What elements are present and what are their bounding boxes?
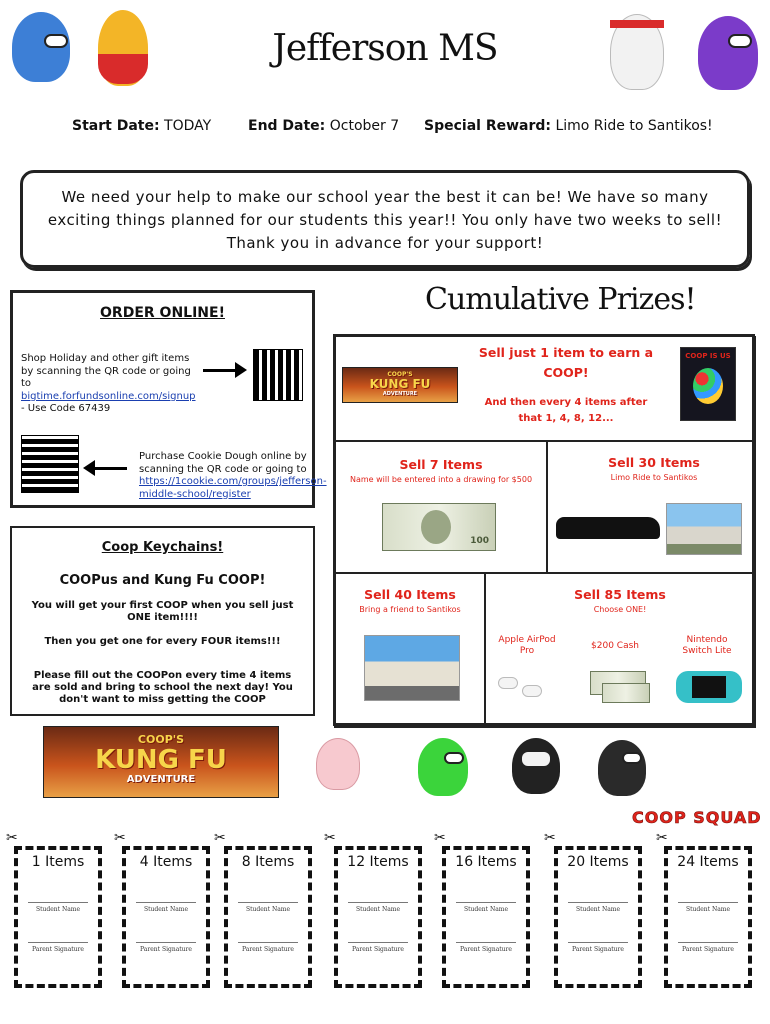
message-box (20, 170, 750, 268)
coupon-slip-7[interactable] (664, 846, 752, 988)
prize-85-heading: Sell 85 Items (574, 587, 666, 602)
prize-7-sub: Name will be entered into a drawing for $500 (349, 475, 533, 484)
nintendo-switch-lite-image (676, 671, 742, 703)
green-coop-mascot-image (418, 738, 468, 796)
prize-30-sub: Limo Ride to Santikos (610, 473, 698, 482)
slip-2-sig-line[interactable] (136, 942, 196, 943)
message-line-1: We need your help to make our school year the best it can be! We have so many (61, 188, 709, 206)
prize-85-sub: Choose ONE! (593, 605, 647, 614)
banner-small-top: COOP'S (387, 371, 413, 378)
cookie-dough-link[interactable]: https://1cookie.com/groups/jefferson-middle-school/register (139, 476, 327, 500)
scissors-icon: ✂ (544, 830, 556, 846)
order-online-box (10, 290, 327, 508)
karate-owl-headband-icon (610, 20, 664, 28)
scissors-icon: ✂ (6, 830, 18, 846)
option-cash-label: $200 Cash (591, 641, 639, 651)
keychains-first-coop: You will get your first COOP when you sell just ONE item!!!! (31, 600, 294, 623)
keychains-title: Coop Keychains! (101, 540, 224, 555)
slip-2-label: 4 Items (139, 854, 193, 870)
coop-keychains-box (10, 526, 315, 716)
page-title: Jefferson MS (272, 28, 498, 69)
hundred-dollar-bill-image: 100 (382, 503, 496, 551)
slip-2-sig-caption: Parent Signature (140, 946, 192, 953)
cookie-dough-instructions: Purchase Cookie Dough online by scanning the QR code or going to (139, 451, 307, 475)
slip-7-name-line[interactable] (678, 902, 738, 903)
slip-1-label: 1 Items (31, 854, 85, 870)
slip-5-name-caption: Student Name (463, 906, 509, 913)
option-airpods-label: Apple AirPod Pro (498, 635, 556, 656)
slip-6-name-line[interactable] (568, 902, 628, 903)
prize-7-heading: Sell 7 Items (399, 457, 483, 472)
black-coop-mascot-image (598, 740, 646, 796)
slip-7-sig-line[interactable] (678, 942, 738, 943)
slip-2-name-caption: Student Name (143, 906, 189, 913)
kung-fu-adventure-banner-small (342, 367, 458, 403)
prize-1-sub: And then every 4 items after that 1, 4, 8, 12... (484, 397, 648, 424)
scissors-icon: ✂ (324, 830, 336, 846)
coupon-slip-3[interactable] (224, 846, 312, 988)
coupon-slip-5[interactable] (442, 846, 530, 988)
coop-is-us-box-image (680, 347, 736, 421)
santikos-theater-image-1 (666, 503, 742, 555)
order-online-title: ORDER ONLINE! (100, 305, 225, 321)
slip-3-sig-caption: Parent Signature (242, 946, 294, 953)
coupon-slip-1[interactable] (14, 846, 102, 988)
slip-5-sig-line[interactable] (456, 942, 516, 943)
message-line-2: exciting things planned for our students this year!! You only have two weeks to sell! (47, 211, 723, 229)
end-date (248, 118, 399, 134)
slip-1-sig-line[interactable] (28, 942, 88, 943)
coop-is-us-label: COOP IS US (685, 352, 731, 360)
option-switch-label: Nintendo Switch Lite (682, 635, 732, 656)
prize-40-heading: Sell 40 Items (364, 587, 456, 602)
slip-7-sig-caption: Parent Signature (682, 946, 734, 953)
cash-bills-image-2 (602, 683, 650, 703)
cookie-dough-text (139, 451, 327, 501)
special-reward (424, 118, 713, 134)
special-reward-label: Special Reward: (424, 118, 551, 134)
special-reward-value: Limo Ride to Santikos! (555, 118, 713, 134)
coupon-slip-2[interactable] (122, 846, 210, 988)
gift-items-link[interactable]: bigtime.forfundsonline.com/signup (21, 390, 196, 402)
slip-4-name-line[interactable] (348, 902, 408, 903)
coop-squad-logo: COOP SQUAD (632, 808, 762, 827)
prize-30-heading: Sell 30 Items (608, 455, 700, 470)
ninja-cat-mascot-image (512, 738, 560, 794)
banner-small-main: KUNG FU (369, 377, 431, 391)
kung-fu-adventure-banner (43, 726, 279, 798)
message-line-3: Thank you in advance for your support! (226, 234, 544, 252)
start-date-value: TODAY (164, 118, 212, 134)
slip-3-label: 8 Items (241, 854, 295, 870)
keychains-coopon-note: Please fill out the COOPon every time 4 items are sold and bring to school the next day! You don't want to miss getting the COOP (32, 670, 293, 705)
slip-5-sig-caption: Parent Signature (460, 946, 512, 953)
start-date-label: Start Date: (72, 118, 160, 134)
slip-6-name-caption: Student Name (575, 906, 621, 913)
santikos-theater-image-2 (364, 635, 460, 701)
banner-small-sub: ADVENTURE (382, 391, 418, 397)
prize-col-divider-1 (546, 440, 548, 574)
start-date (72, 118, 211, 134)
arrow-left-icon (93, 467, 127, 470)
slip-4-label: 12 Items (347, 854, 409, 870)
slip-6-label: 20 Items (567, 854, 629, 870)
prize-40-sub: Bring a friend to Santikos (359, 605, 461, 614)
cumulative-prizes-box (333, 334, 755, 726)
slip-7-label: 24 Items (677, 854, 739, 870)
prize-row-divider-1 (336, 440, 752, 442)
slip-2-name-line[interactable] (136, 902, 196, 903)
slip-3-sig-line[interactable] (238, 942, 298, 943)
slip-5-label: 16 Items (455, 854, 517, 870)
scissors-icon: ✂ (114, 830, 126, 846)
banner-main: KUNG FU (95, 745, 227, 775)
scissors-icon: ✂ (214, 830, 226, 846)
slip-7-name-caption: Student Name (685, 906, 731, 913)
black-coop-visor-icon (622, 752, 642, 764)
keychains-every-four: Then you get one for every FOUR items!!! (44, 636, 281, 647)
prize-row-divider-2 (336, 572, 752, 574)
slip-4-sig-caption: Parent Signature (352, 946, 404, 953)
coop-is-us-characters-icon (693, 368, 723, 404)
slip-1-name-line[interactable] (28, 902, 88, 903)
banner-sub: ADVENTURE (126, 774, 196, 785)
slip-1-sig-caption: Parent Signature (32, 946, 84, 953)
slip-6-sig-caption: Parent Signature (572, 946, 624, 953)
arrow-right-icon (203, 369, 237, 372)
slip-4-sig-line[interactable] (348, 942, 408, 943)
slip-5-name-line[interactable] (456, 902, 516, 903)
ninja-cat-face-icon (522, 752, 550, 766)
gift-items-instructions: Shop Holiday and other gift items by scanning the QR code or going to (21, 353, 191, 389)
scissors-icon: ✂ (656, 830, 668, 846)
coupon-slip-6[interactable] (554, 846, 642, 988)
slip-6-sig-line[interactable] (568, 942, 628, 943)
end-date-value: October 7 (329, 118, 400, 134)
banner-top: COOP'S (137, 733, 185, 746)
gift-items-qr-code[interactable] (253, 349, 303, 401)
cookie-dough-qr-code[interactable] (21, 435, 79, 493)
keychains-subtitle: COOPus and Kung Fu COOP! (59, 573, 266, 588)
airpods-image (496, 673, 554, 703)
limo-image (556, 517, 660, 539)
scissors-icon: ✂ (434, 830, 446, 846)
gift-items-text (21, 353, 196, 416)
prize-1-heading: Sell just 1 item to earn a COOP! (478, 345, 654, 380)
slip-3-name-line[interactable] (238, 902, 298, 903)
end-date-label: End Date: (248, 118, 326, 134)
coupon-slip-4[interactable] (334, 846, 422, 988)
cumulative-prizes-title: Cumulative Prizes! (425, 282, 696, 317)
pink-pig-mascot-image (316, 738, 360, 790)
slip-3-name-caption: Student Name (245, 906, 291, 913)
gift-items-code: - Use Code 67439 (21, 403, 111, 414)
slip-1-name-caption: Student Name (35, 906, 81, 913)
green-coop-visor-icon (444, 752, 464, 764)
slip-4-name-caption: Student Name (355, 906, 401, 913)
